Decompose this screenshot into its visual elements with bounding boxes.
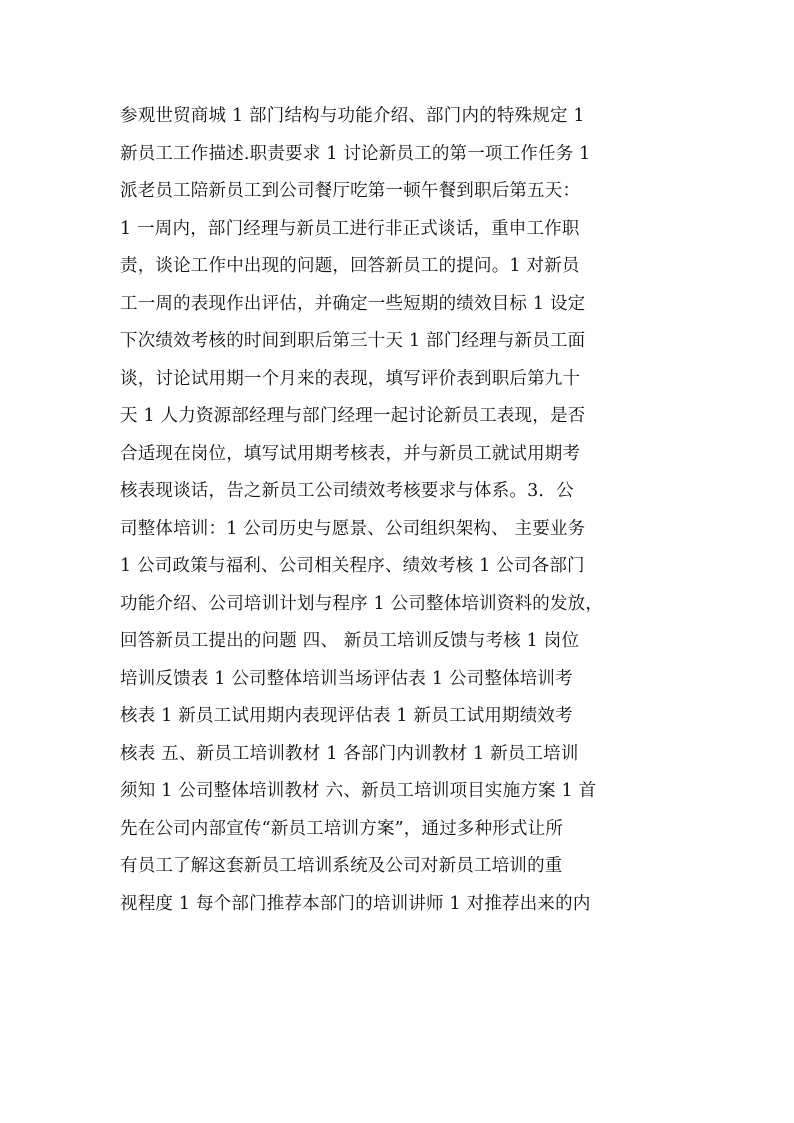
text-line: 须知 1 公司整体培训教材 六、新员工培训项目实施方案 1 首 bbox=[120, 781, 597, 801]
text-line: 1 一周内，部门经理与新员工进行非正式谈话，重申工作职 bbox=[120, 218, 580, 239]
text-line: 核表 1 新员工试用期内表现评估表 1 新员工试用期绩效考 bbox=[120, 706, 573, 726]
text-line: 有员工了解这套新员工培训系统及公司对新员工培训的重 bbox=[120, 856, 563, 876]
text-line: 责，谈论工作中出现的问题，回答新员工的提问。1 对新员 bbox=[120, 256, 580, 276]
text-line: 1 公司政策与福利、公司相关程序、绩效考核 1 公司各部门 bbox=[120, 556, 585, 576]
text-line: 功能介绍、公司培训计划与程序 1 公司整体培训资料的发放， bbox=[120, 593, 604, 614]
text-line: 参观世贸商城 1 部门结构与功能介绍、部门内的特殊规定 1 bbox=[120, 106, 585, 126]
text-line: 先在公司内部宣传“新员工培训方案”，通过多种形式让所 bbox=[120, 818, 564, 839]
text-line: 派老员工陪新员工到公司餐厅吃第一顿午餐到职后第五天： bbox=[120, 181, 581, 201]
text-line: 核表现谈话，告之新员工公司绩效考核要求与体系。3．公 bbox=[120, 481, 574, 501]
text-line: 核表 五、新员工培训教材 1 各部门内训教材 1 新员工培训 bbox=[120, 743, 579, 764]
text-line: 谈，讨论试用期一个月来的表现，填写评价表到职后第九十 bbox=[120, 368, 581, 389]
text-line: 下次绩效考核的时间到职后第三十天 1 部门经理与新员工面 bbox=[120, 331, 586, 351]
body-text bbox=[120, 98, 690, 923]
text-line: 合适现在岗位，填写试用期考核表，并与新员工就试用期考 bbox=[120, 443, 581, 464]
text-line: 天 1 人力资源部经理与部门经理一起讨论新员工表现，是否 bbox=[120, 406, 586, 426]
text-line: 新员工工作描述.职责要求 1 讨论新员工的第一项工作任务 1 bbox=[120, 143, 591, 164]
text-line: 回答新员工提出的问题 四、 新员工培训反馈与考核 1 岗位 bbox=[120, 631, 580, 651]
text-line: 培训反馈表 1 公司整体培训当场评估表 1 公司整体培训考 bbox=[120, 668, 573, 689]
text-line: 司整体培训：1 公司历史与愿景、公司组织架构、 主要业务 bbox=[120, 518, 586, 539]
text-line: 视程度 1 每个部门推荐本部门的培训讲师 1 对推荐出来的内 bbox=[120, 893, 591, 914]
text-line: 工一周的表现作出评估，并确定一些短期的绩效目标 1 设定 bbox=[120, 293, 586, 314]
